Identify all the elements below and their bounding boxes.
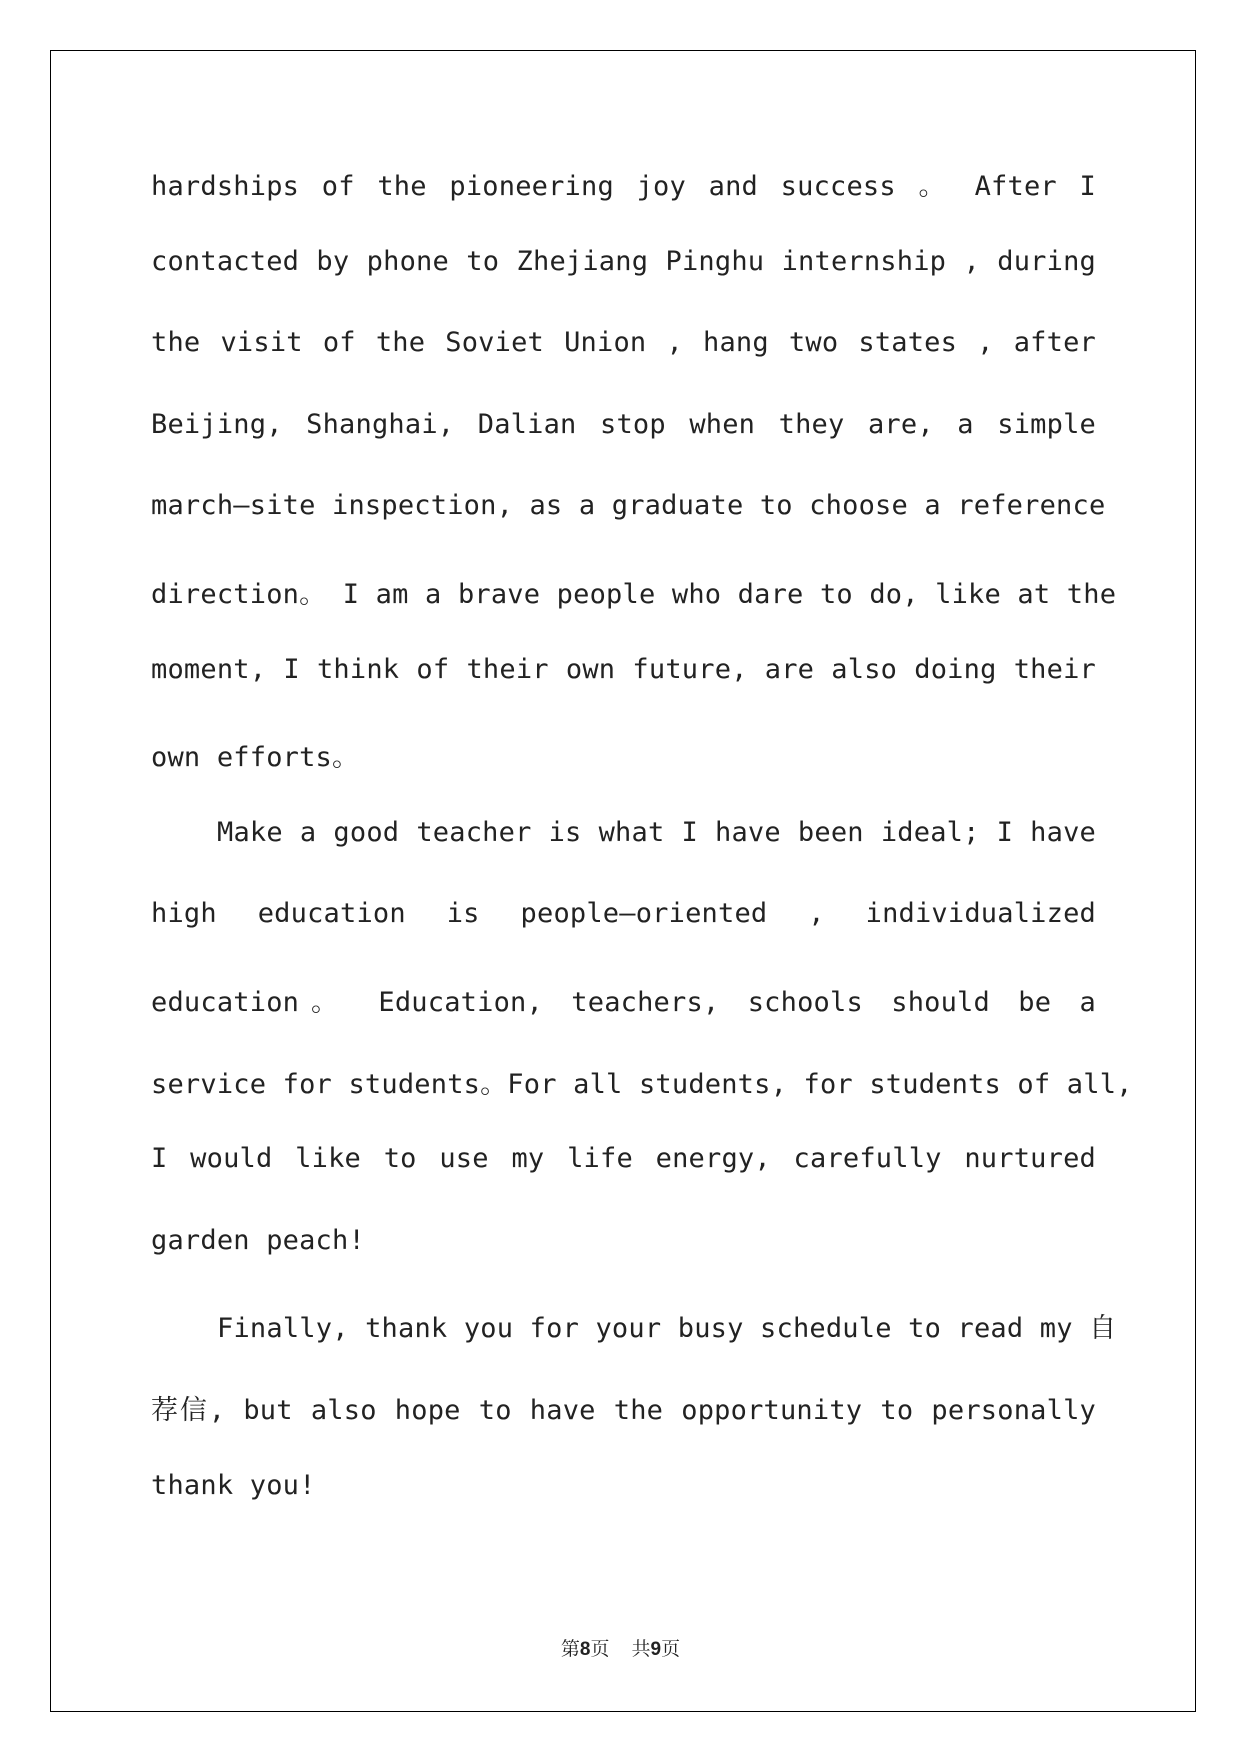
text-line: direction。 I am a brave people who dare to do, like at the (151, 578, 1117, 610)
text-line: the visit of the Soviet Union , hang two states , after (151, 327, 1096, 359)
page-suffix: 页 (590, 1638, 610, 1660)
page-number: 8 (579, 1639, 591, 1660)
total-pages: 9 (650, 1639, 662, 1660)
text-line: I would like to use my life energy, carefully nurtured (151, 1143, 1096, 1175)
text-line: service for students。For all students, for students of all, (151, 1068, 1133, 1100)
text-line: moment, I think of their own future, are also doing their (151, 653, 1096, 685)
text-line: education。 Education, teachers, schools should be a (151, 986, 1096, 1018)
text-line: garden peach! (151, 1224, 365, 1256)
text-line: Make a good teacher is what I have been ideal; I have (217, 816, 1096, 848)
total-prefix: 共 (631, 1638, 651, 1660)
page-footer (0, 1634, 1241, 1661)
total-suffix: 页 (661, 1638, 681, 1660)
text-line: contacted by phone to Zhejiang Pinghu internship , during (151, 245, 1096, 277)
text-line: Finally, thank you for your busy schedule to read my 自 (217, 1313, 1117, 1345)
text-line: thank you! (151, 1469, 316, 1501)
text-line: Beijing, Shanghai, Dalian stop when they are, a simple (151, 408, 1096, 440)
page-prefix: 第 (560, 1638, 580, 1660)
text-line: own efforts。 (151, 742, 360, 774)
text-line: 荐信, but also hope to have the opportunity to personally (151, 1394, 1096, 1426)
text-line: high education is people—oriented , individualized (151, 898, 1096, 930)
text-line: hardships of the pioneering joy and success 。 After I (151, 171, 1096, 202)
text-line: march—site inspection, as a graduate to choose a reference (151, 490, 1106, 522)
letter-body (151, 164, 1133, 1551)
